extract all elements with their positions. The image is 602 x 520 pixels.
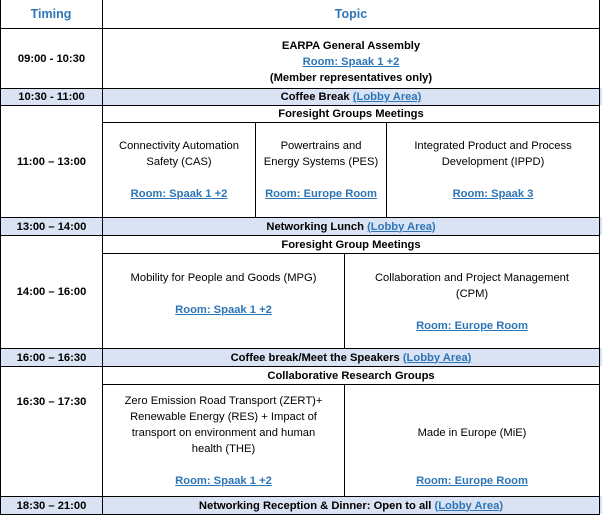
header-timing: Timing [30,7,72,21]
lobby-link[interactable]: (Lobby Area) [402,351,472,364]
time-label: 09:00 - 10:30 [17,52,86,65]
time-label: 16:30 – 17:30 [16,396,87,408]
group-name: Mobility for People and Goods (MPG) [130,272,317,284]
room-link[interactable]: Room: Spaak 1 +2 [302,55,400,68]
time-label: 16:00 – 16:30 [16,351,87,364]
session-cell [103,218,599,235]
group-cell [387,123,599,217]
time-cell [1,497,102,514]
time-cell [1,29,102,88]
group-name: (CPM) [455,288,489,300]
room-link[interactable]: Room: Spaak 1 +2 [130,188,228,200]
time-cell [1,89,102,105]
time-cell [1,236,102,348]
session-cell [103,29,599,88]
group-cell [345,254,599,348]
room-link[interactable]: Room: Europe Room [416,320,528,332]
rule [599,0,600,515]
group-cell [345,385,599,496]
session-title: EARPA General Assembly [281,39,421,52]
room-link[interactable]: Room: Spaak 3 [452,188,534,200]
room-link[interactable]: Room: Spaak 1 +2 [175,304,272,316]
room-link[interactable]: Room: Europe Room [416,474,528,487]
group-heading [103,236,599,253]
group-cell [103,254,344,348]
heading-label: Collaborative Research Groups [267,369,435,382]
time-label: 10:30 - 11:00 [18,91,85,103]
heading-label: Foresight Group Meetings [281,238,421,251]
group-heading [103,106,599,122]
room-link[interactable]: Room: Europe Room [265,188,377,200]
time-label: 11:00 – 13:00 [16,155,87,168]
lobby-link[interactable]: (Lobby Area) [434,499,504,512]
time-cell [1,349,102,366]
heading-label: Foresight Groups Meetings [278,108,424,120]
group-cell [103,385,344,496]
session-note: (Member representatives only) [269,71,433,84]
room-link[interactable]: Room: Spaak 1 +2 [175,474,272,487]
group-name: Development (IPPD) [441,156,545,168]
group-name: Powertrains and [280,140,362,152]
group-name: Made in Europe (MiE) [417,426,527,439]
time-cell [1,106,102,217]
time-label: 13:00 – 14:00 [16,220,87,233]
lobby-link[interactable]: (Lobby Area) [352,91,422,103]
group-name: Energy Systems (PES) [263,156,379,168]
rule [0,514,600,515]
session-title: Networking Lunch [266,220,364,233]
group-name: Integrated Product and Process [414,140,572,152]
lobby-link[interactable]: (Lobby Area) [367,220,436,233]
group-name: Safety (CAS) [146,156,212,168]
group-heading [103,367,599,384]
group-name: transport on environment and human [131,426,316,439]
session-title: Coffee break/Meet the Speakers [230,351,400,364]
time-cell [1,218,102,235]
group-name: Connectivity Automation [118,140,240,152]
session-cell [103,89,599,105]
session-cell [103,497,599,514]
session-title: Coffee Break [280,91,350,103]
group-name: health (THE) [191,442,256,455]
group-cell [256,123,386,217]
time-cell [1,367,102,437]
session-title: Networking Reception & Dinner: Open to all [198,499,432,512]
group-cell [103,123,255,217]
header-topic: Topic [334,7,368,21]
group-name: Collaboration and Project Management [374,272,570,284]
time-label: 18:30 – 21:00 [16,499,87,512]
group-name: Renewable Energy (RES) + Impact of [130,410,317,423]
time-label: 14:00 – 16:00 [16,286,87,298]
session-cell [103,349,599,366]
group-name: Zero Emission Road Transport (ZERT)+ [124,394,323,407]
